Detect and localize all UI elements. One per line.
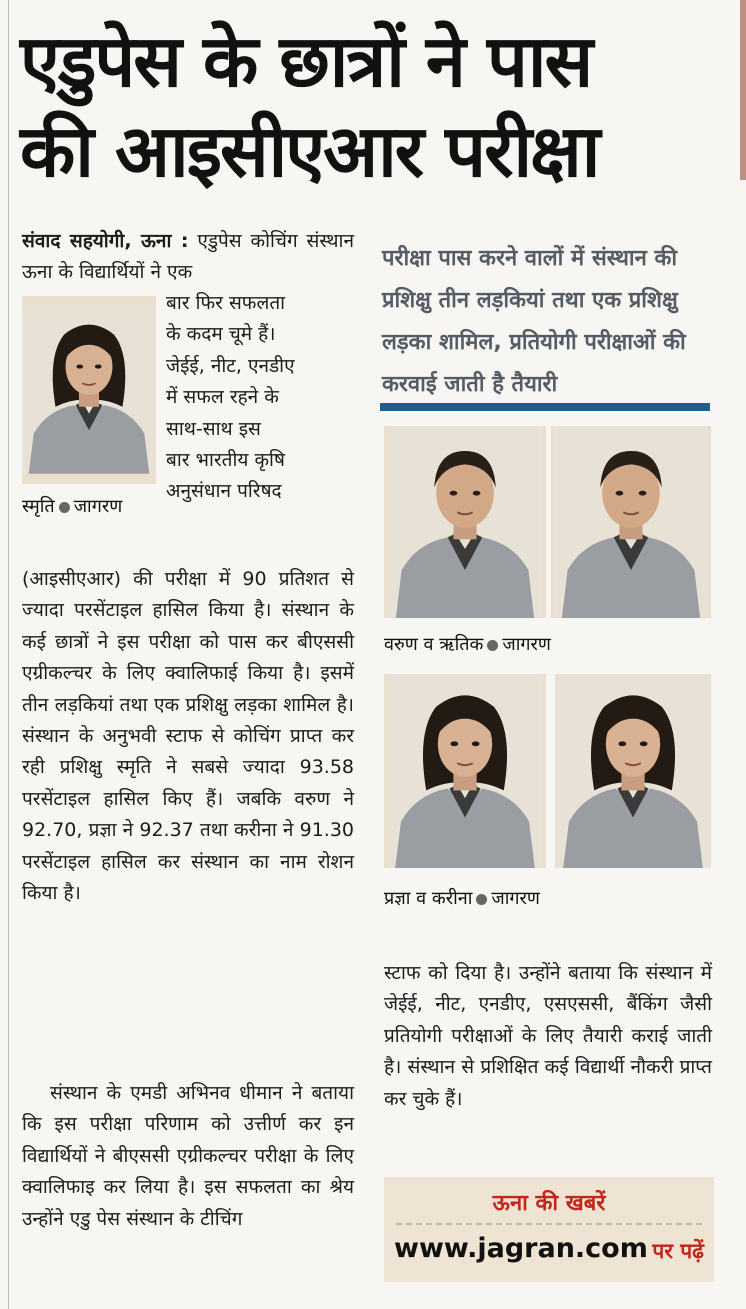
student-portrait-image: [22, 296, 156, 484]
photo-karina: [555, 674, 711, 868]
caption-credit: जागरण: [502, 634, 551, 655]
column-rule: [8, 0, 9, 1309]
headline-line-2: की आइसीएआर परीक्षा: [20, 109, 599, 193]
photo-pragya: [384, 674, 546, 868]
caption-credit: जागरण: [491, 888, 540, 909]
student-portrait-image: [555, 674, 711, 868]
article-wrap: [166, 288, 354, 508]
caption-credit: जागरण: [73, 496, 123, 517]
intro-text: एडुपेस कोचिंग संस्थान ऊना के विद्यार्थियों ने एक: [22, 230, 355, 284]
byline: संवाद सहयोगी, ऊना :: [22, 230, 189, 252]
wrap-line: अनुसंधान परिषद: [166, 480, 282, 503]
promo-title: ऊना की खबरें: [492, 1191, 606, 1216]
headline-line-1: एडुपेस के छात्रों ने पास: [20, 19, 592, 103]
student-portrait-image: [551, 426, 711, 618]
pull-quote-rule: [380, 403, 710, 411]
caption-smriti: [22, 494, 122, 518]
promo-box[interactable]: [384, 1177, 714, 1282]
caption-name: प्रज्ञा व करीना: [384, 888, 473, 909]
caption-varun-hritik: [384, 632, 551, 656]
promo-read-label: पर पढ़ें: [652, 1239, 704, 1263]
photo-smriti: [22, 296, 156, 484]
wrap-line: बार भारतीय कृषि: [166, 449, 285, 472]
article-paragraph-2: संस्थान के एमडी अभिनव धीमान ने बताया कि इस परीक्षा परिणाम को उत्तीर्ण कर इन विद्यार्थियों ने बीएससी एग्रीकल्चर परीक्षा के लिए क्वालिफाइ कर लिया है। इस सफलता का श्रेय उन्होंने एडु पेस संस्थान के टीचिंग: [22, 1082, 354, 1230]
bullet-icon: [59, 502, 70, 513]
article-paragraph-1: (आइसीएआर) की परीक्षा में 90 प्रतिशत से ज्यादा परसेंटाइल हासिल किया है। संस्थान के कई छात्रों ने इस परीक्षा को पास कर बीएससी एग्रीकल्चर के लिए क्वालिफाई किया है। इसमें तीन लड़कियां तथा एक प्रशिक्षु लड़का शामिल है। संस्थान के अनुभवी स्टाफ से कोचिंग प्राप्त कर रही प्रशिक्षु स्मृति ने सबसे ज्यादा 93.58 परसेंटाइल हासिल किए हैं। जबकि वरुण ने 92.70, प्रज्ञा ने 92.37 तथा करीना ने 91.30 परसेंटाइल हासिल कर संस्थान का नाम रोशन किया है।: [22, 568, 354, 905]
caption-name: वरुण व ऋतिक: [384, 634, 484, 655]
photo-varun: [384, 426, 546, 618]
photo-hritik: [551, 426, 711, 618]
caption-name: स्मृति: [22, 496, 55, 517]
wrap-line: के कदम चूमे हैं।: [166, 323, 276, 346]
student-portrait-image: [384, 426, 546, 618]
bullet-icon: [476, 894, 487, 905]
promo-url-link[interactable]: www.jagran.com: [394, 1233, 648, 1264]
article-continuation: स्टाफ को दिया है। उन्होंने बताया कि संस्थान में जेईई, नीट, एनडीए, एसएससी, बैंकिंग जैसी प्रतियोगी परीक्षाओं के लिए तैयारी कराई जाती है। संस्थान से प्रशिक्षित कई विद्यार्थी नौकरी प्राप्त कर चुके हैं।: [384, 962, 712, 1110]
wrap-line: साथ-साथ इस: [166, 417, 261, 440]
student-portrait-image: [384, 674, 546, 868]
caption-pragya-karina: [384, 886, 540, 910]
article-intro: [22, 226, 354, 289]
bullet-icon: [487, 640, 498, 651]
wrap-line: बार फिर सफलता: [166, 292, 286, 314]
adjacent-page-edge: [740, 0, 746, 180]
wrap-line: में सफल रहने के: [166, 386, 279, 409]
wrap-line: जेईई, नीट, एनडीए: [166, 354, 295, 377]
promo-divider: [396, 1223, 702, 1225]
pull-quote: परीक्षा पास करने वालों में संस्थान की प्रशिक्षु तीन लड़कियां तथा एक प्रशिक्षु लड़का शामिल, प्रतियोगी परीक्षाओं की करवाई जाती है तैयारी: [382, 246, 686, 397]
